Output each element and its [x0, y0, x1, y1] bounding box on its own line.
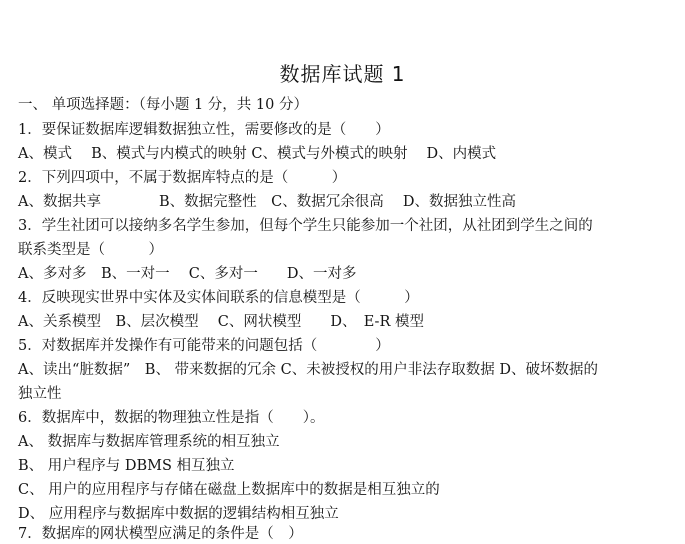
question-3: 3．学生社团可以接纳多名学生参加，但每个学生只能参加一个社团，从社团到学生之间的: [18, 218, 593, 234]
question-6-option-b: B、 用户程序与 DBMS 相互独立: [18, 458, 235, 474]
question-6-option-c: C、 用户的应用程序与存储在磁盘上数据库中的数据是相互独立的: [18, 482, 440, 498]
question-5-options: A、读出“脏数据” B、 带来数据的冗余 C、未被授权的用户非法存取数据 D、破坏数据的: [18, 362, 598, 378]
question-1-options: A、模式 B、模式与内模式的映射 C、模式与外模式的映射 D、内模式: [18, 146, 497, 162]
question-5-options-continued: 独立性: [18, 386, 62, 402]
question-4-options: A、关系模型 B、层次模型 C、网状模型 D、 E-R 模型: [18, 314, 424, 330]
question-2: 2．下列四项中，不属于数据库特点的是（ ）: [18, 170, 347, 186]
question-3-continued: 联系类型是（ ）: [18, 242, 163, 258]
question-3-options: A、多对多 B、一对一 C、多对一 D、一对多: [18, 266, 357, 282]
page-title: 数据库试题 1: [279, 62, 406, 86]
question-5: 5．对数据库并发操作有可能带来的问题包括（ ）: [18, 338, 390, 354]
question-2-options: A、数据共享 B、数据完整性 C、数据冗余很高 D、数据独立性高: [18, 194, 516, 210]
question-7: 7．数据库的网状模型应满足的条件是（ ）: [18, 526, 303, 542]
question-6-option-d: D、 应用程序与数据库中数据的逻辑结构相互独立: [18, 506, 339, 522]
question-6-option-a: A、 数据库与数据库管理系统的相互独立: [18, 434, 280, 450]
question-1: 1．要保证数据库逻辑数据独立性，需要修改的是（ ）: [18, 122, 390, 138]
section-heading: 一、 单项选择题：（每小题 1 分，共 10 分）: [18, 97, 308, 113]
question-6: 6．数据库中，数据的物理独立性是指（ ）。: [18, 410, 325, 426]
question-4: 4．反映现实世界中实体及实体间联系的信息模型是（ ）: [18, 290, 419, 306]
